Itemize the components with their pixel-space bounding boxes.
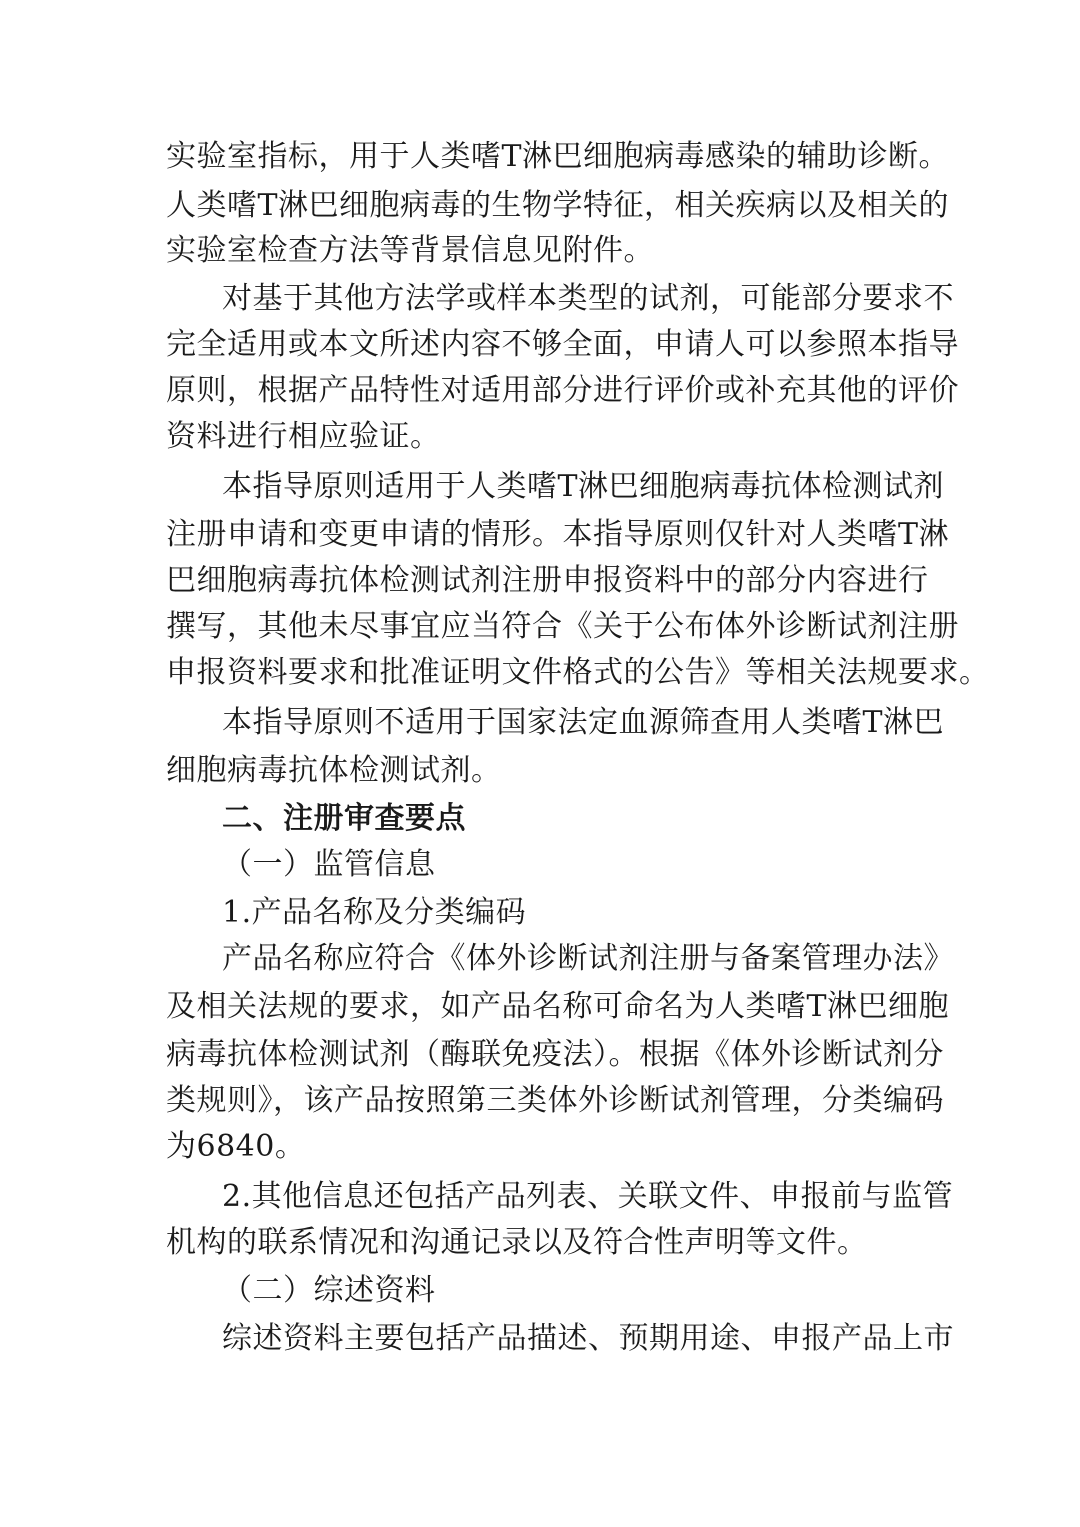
paragraph-start: 本指导原则不适用于国家法定血源筛查用人类嗜T淋巴: [222, 705, 945, 740]
section-heading: 二、注册审查要点: [222, 801, 466, 836]
paragraph-start: 综述资料主要包括产品描述、预期用途、申报产品上市: [222, 1321, 954, 1356]
text-line: 为6840。: [166, 1129, 306, 1164]
item-heading: 1.产品名称及分类编码: [222, 895, 527, 930]
paragraph-start: 2.其他信息还包括产品列表、关联文件、申报前与监管: [222, 1179, 954, 1214]
paragraph-start: 本指导原则适用于人类嗜T淋巴细胞病毒抗体检测试剂: [222, 469, 945, 504]
text-line: 实验室检查方法等背景信息见附件。: [166, 233, 654, 268]
text-line: 申报资料要求和批准证明文件格式的公告》等相关法规要求。: [166, 655, 990, 690]
paragraph-start: 产品名称应符合《体外诊断试剂注册与备案管理办法》: [222, 941, 954, 976]
subsection-heading: （一）监管信息: [222, 847, 436, 882]
text-line: 机构的联系情况和沟通记录以及符合性声明等文件。: [166, 1225, 868, 1260]
paragraph-start: 对基于其他方法学或样本类型的试剂，可能部分要求不: [222, 281, 954, 316]
text-line: 撰写，其他未尽事宜应当符合《关于公布体外诊断试剂注册: [166, 609, 959, 644]
text-line: 细胞病毒抗体检测试剂。: [166, 753, 502, 788]
text-line: 完全适用或本文所述内容不够全面，申请人可以参照本指导: [166, 327, 959, 362]
text-line: 注册申请和变更申请的情形。本指导原则仅针对人类嗜T淋: [166, 517, 950, 552]
subsection-heading: （二）综述资料: [222, 1273, 436, 1308]
text-line: 及相关法规的要求，如产品名称可命名为人类嗜T淋巴细胞: [166, 989, 950, 1024]
text-line: 资料进行相应验证。: [166, 419, 441, 454]
text-line: 实验室指标，用于人类嗜T淋巴细胞病毒感染的辅助诊断。: [166, 139, 950, 174]
text-line: 原则，根据产品特性对适用部分进行评价或补充其他的评价: [166, 373, 959, 408]
text-line: 巴细胞病毒抗体检测试剂注册申报资料中的部分内容进行: [166, 563, 929, 598]
text-line: 病毒抗体检测试剂（酶联免疫法）。根据《体外诊断试剂分: [166, 1037, 944, 1072]
text-line: 类规则》，该产品按照第三类体外诊断试剂管理，分类编码: [166, 1083, 944, 1118]
text-line: 人类嗜T淋巴细胞病毒的生物学特征，相关疾病以及相关的: [166, 188, 950, 223]
